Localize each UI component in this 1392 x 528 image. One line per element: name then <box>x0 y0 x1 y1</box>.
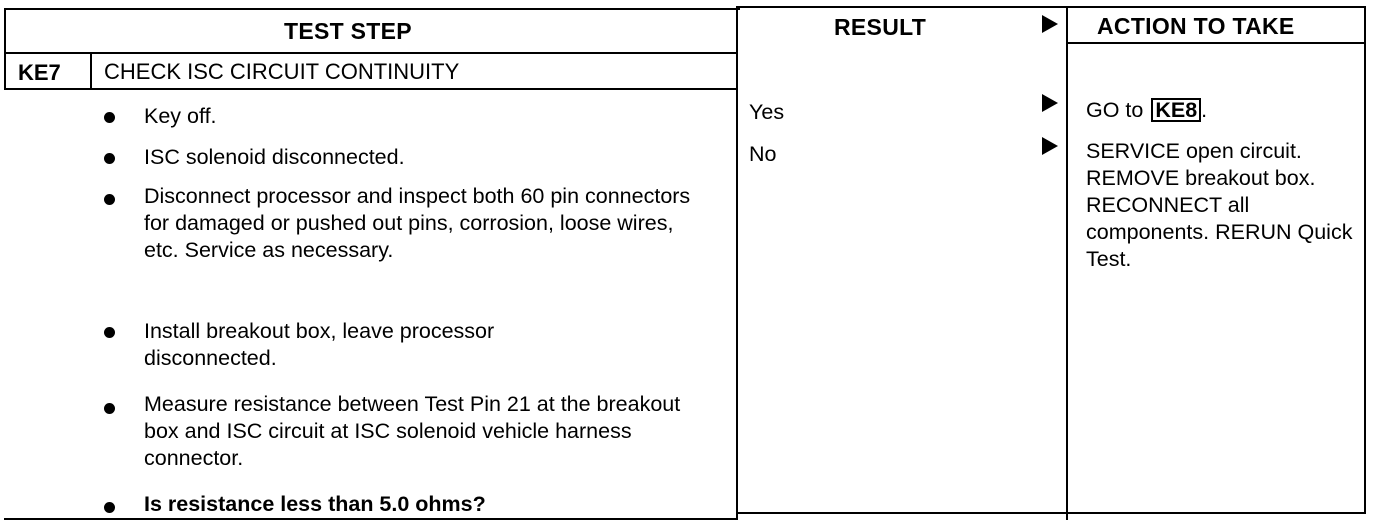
header-test-step: TEST STEP <box>284 18 412 44</box>
bullet-dot-icon <box>104 327 115 338</box>
result-yes-arrow-icon <box>1042 94 1058 112</box>
action-yes <box>1086 97 1356 124</box>
bullet-dot-icon <box>104 403 115 414</box>
table-top-border-left <box>4 8 740 10</box>
result-no: No <box>749 142 777 166</box>
table-top-border-right <box>736 6 1366 8</box>
bullet-dot-icon <box>104 112 115 123</box>
step-bullet-question: Is resistance less than 5.0 ohms? <box>144 492 486 516</box>
bullet-dot-icon <box>104 153 115 164</box>
action-column-left-border <box>1066 6 1068 520</box>
table-bottom-border-left <box>4 518 738 520</box>
header-result: RESULT <box>834 14 927 40</box>
step-id-divider <box>90 52 92 90</box>
table-bottom-border-right <box>736 512 1366 514</box>
action-no: SERVICE open circuit. REMOVE breakout box. RECONNECT all components. RERUN Quick Test. <box>1086 139 1353 271</box>
step-ref-ke8: KE8 <box>1151 98 1201 122</box>
step-title: CHECK ISC CIRCUIT CONTINUITY <box>104 59 460 84</box>
action-yes-suffix: . <box>1201 98 1208 122</box>
action-header-bottom-border <box>1066 42 1366 44</box>
step-bullet-3: Disconnect processor and inspect both 60 pin connectors for damaged or pushed out pins, corrosion, loose wires, etc. Service as necessary. <box>144 184 691 262</box>
table-left-border <box>4 8 6 90</box>
step-id: KE7 <box>18 60 61 85</box>
bullet-dot-icon <box>104 502 115 513</box>
header-bottom-border <box>4 52 738 54</box>
header-arrow-icon <box>1042 15 1058 33</box>
step-bullet-4: Install breakout box, leave processor disconnected. <box>144 319 495 370</box>
result-column-left-border <box>736 6 738 520</box>
step-bullet-1: Key off. <box>144 104 217 128</box>
step-bullet-2: ISC solenoid disconnected. <box>144 145 405 169</box>
table-right-border <box>1364 6 1366 512</box>
result-no-arrow-icon <box>1042 137 1058 155</box>
step-title-bottom-border <box>4 88 738 90</box>
bullet-dot-icon <box>104 194 115 205</box>
header-action: ACTION TO TAKE <box>1097 13 1295 39</box>
action-yes-prefix: GO to <box>1086 98 1144 122</box>
result-yes: Yes <box>749 100 785 124</box>
step-bullet-5: Measure resistance between Test Pin 21 at the breakout box and ISC circuit at ISC solenoid vehicle harness connector. <box>144 392 681 470</box>
